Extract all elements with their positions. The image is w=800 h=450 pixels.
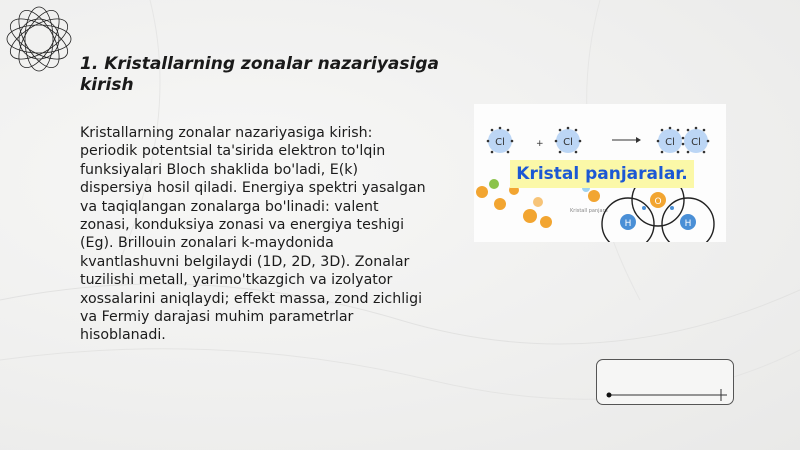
slide-body-text: Kristallarning zonalar nazariyasiga kirish: periodik potentsial ta'sirida elektron to'lqin funksiyalari Bloch shaklida bo'ladi, E(k) dispersiya hosil qiladi. Energiya spektri yasalgan va taqiqlangan zonalarga bo'linadi: valent zonasi, konduksiya zonasi va energiya teshigi (Eg). Brillouin zonalari k-maydonida kvantlashuvni belgilaydi (1D, 2D, 3D). Zonalar tuzilishi metall, yarimo'tkazgich va izolyator xossalarini aniqlaydi; effekt massa, zond zichligi va Fermiy darajasi muhim parametrlar hisoblanadi. — [80, 125, 426, 344]
cl-label: Cl — [691, 137, 701, 148]
slider-track-icon — [597, 360, 733, 404]
slider-start-dot[interactable] — [607, 393, 612, 398]
cl-label: Cl — [665, 137, 675, 148]
lattice-caption: Kristall panjara — [570, 208, 608, 214]
slide-title: 1. Kristallarning zonalar nazariyasiga kirish — [80, 54, 439, 95]
illustration-banner: Kristal panjaralar. — [510, 160, 694, 188]
crystal-lattice-illustration — [474, 104, 726, 242]
spirograph-logo-icon — [4, 4, 74, 74]
slider-widget[interactable] — [596, 359, 734, 405]
h-label: H — [624, 219, 632, 229]
plus-sign: + — [536, 139, 544, 149]
cl-label: Cl — [563, 137, 573, 148]
cl-label: Cl — [495, 137, 505, 148]
o-label: O — [654, 197, 662, 207]
h-label: H — [684, 219, 692, 229]
